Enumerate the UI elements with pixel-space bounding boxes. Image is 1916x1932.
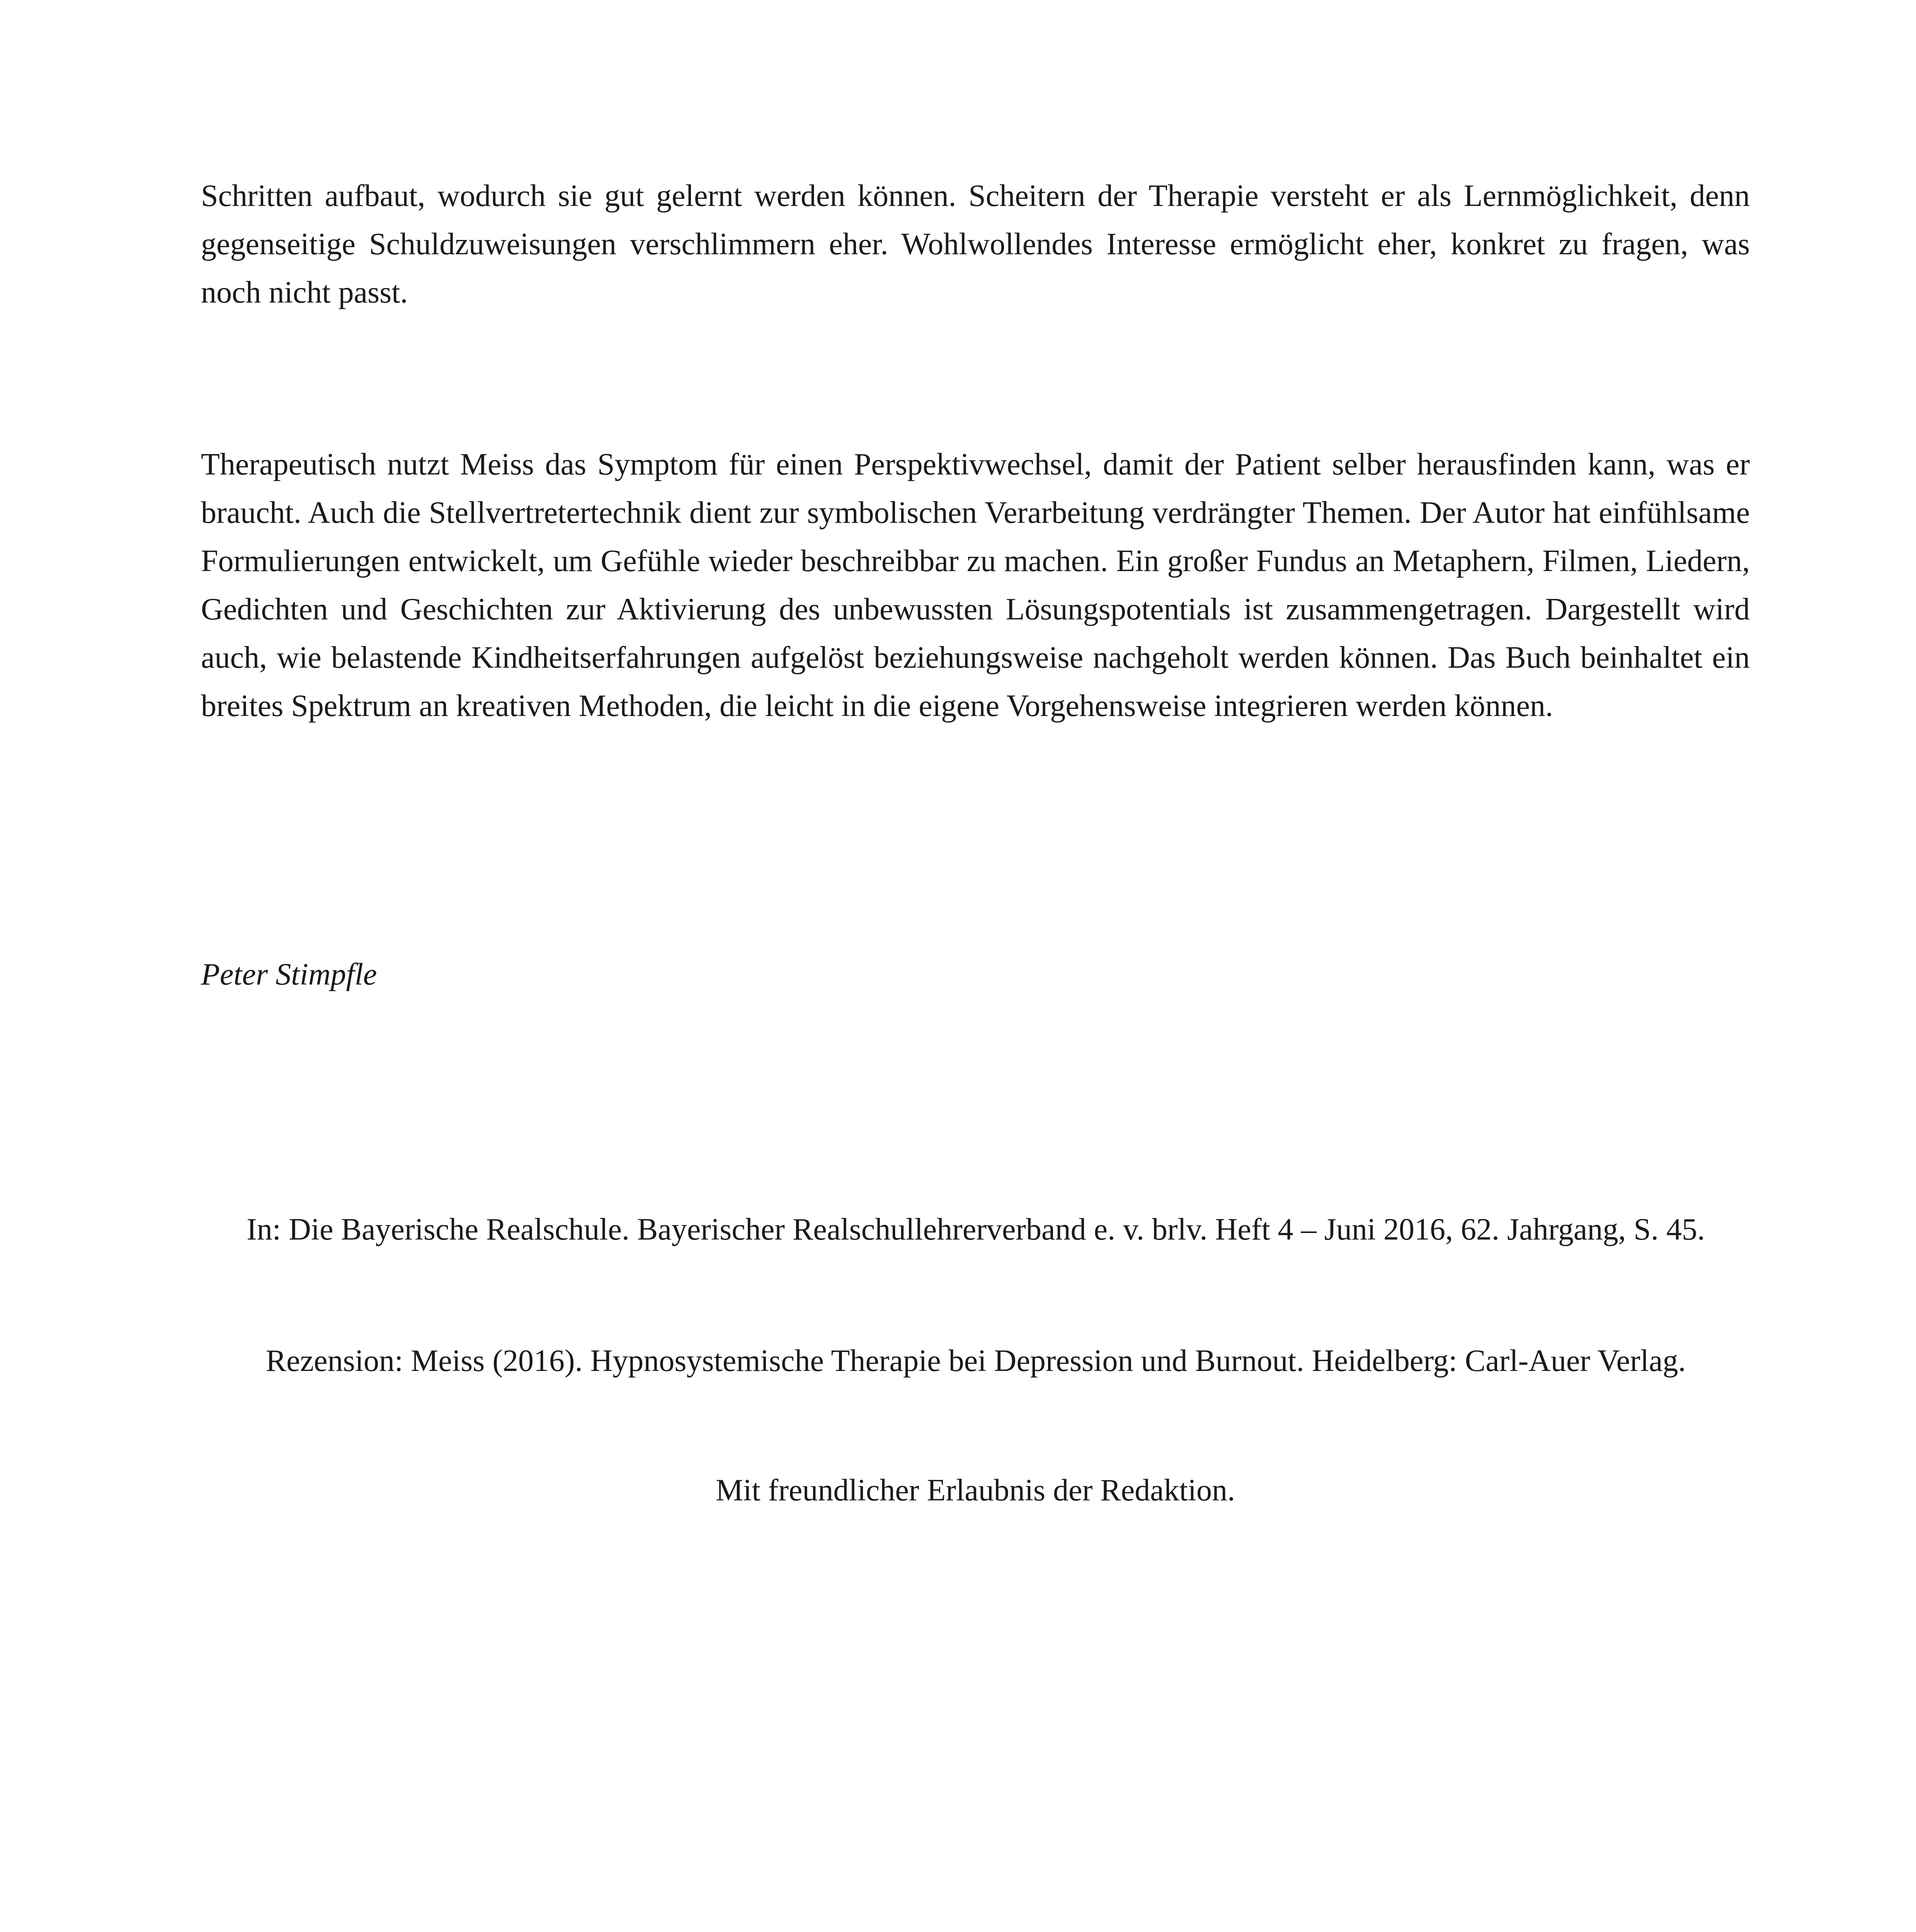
review-citation: Rezension: Meiss (2016). Hypnosystemische Therapie bei Depression und Burnout. Heidelberg: Carl-Auer Verlag. — [265, 1344, 1686, 1378]
source-citation: In: Die Bayerische Realschule. Bayerischer Realschullehrerverband e. v. brlv. Heft 4 – Juni 2016, 62. Jahrgang, S. 45. — [247, 1213, 1705, 1247]
body-paragraph-1: Schritten aufbaut, wodurch sie gut gelernt werden können. Scheitern der Therapie versteht er als Lernmöglichkeit, denn gegenseitige Schuldzuweisungen verschlimmern eher. Wohlwollendes Interesse ermöglicht eher, konkret zu fragen, was noch nicht passt. — [201, 179, 1750, 310]
author-signature: Peter Stimpfle — [201, 957, 377, 992]
body-paragraph-2: Therapeutisch nutzt Meiss das Symptom für einen Perspektivwechsel, damit der Patient selber herausfinden kann, was er braucht. Auch die Stellvertretertechnik dient zur symbolischen Verarbeitung verdrängter Themen. Der Autor hat einfühlsame Formulierungen entwickelt, um Gefühle wieder beschreibbar zu machen. Ein großer Fundus an Metaphern, Filmen, Liedern, Gedichten und Geschichten zur Aktivierung des unbewussten Lösungspotentials ist zusammengetragen. Dargestellt wird auch, wie belastende Kindheitserfahrungen aufgelöst beziehungsweise nachgeholt werden können. Das Buch beinhaltet ein breites Spektrum an kreativen Methoden, die leicht in die eigene Vorgehensweise integrieren werden können. — [201, 447, 1750, 723]
permission-note: Mit freundlicher Erlaubnis der Redaktion. — [715, 1473, 1235, 1507]
